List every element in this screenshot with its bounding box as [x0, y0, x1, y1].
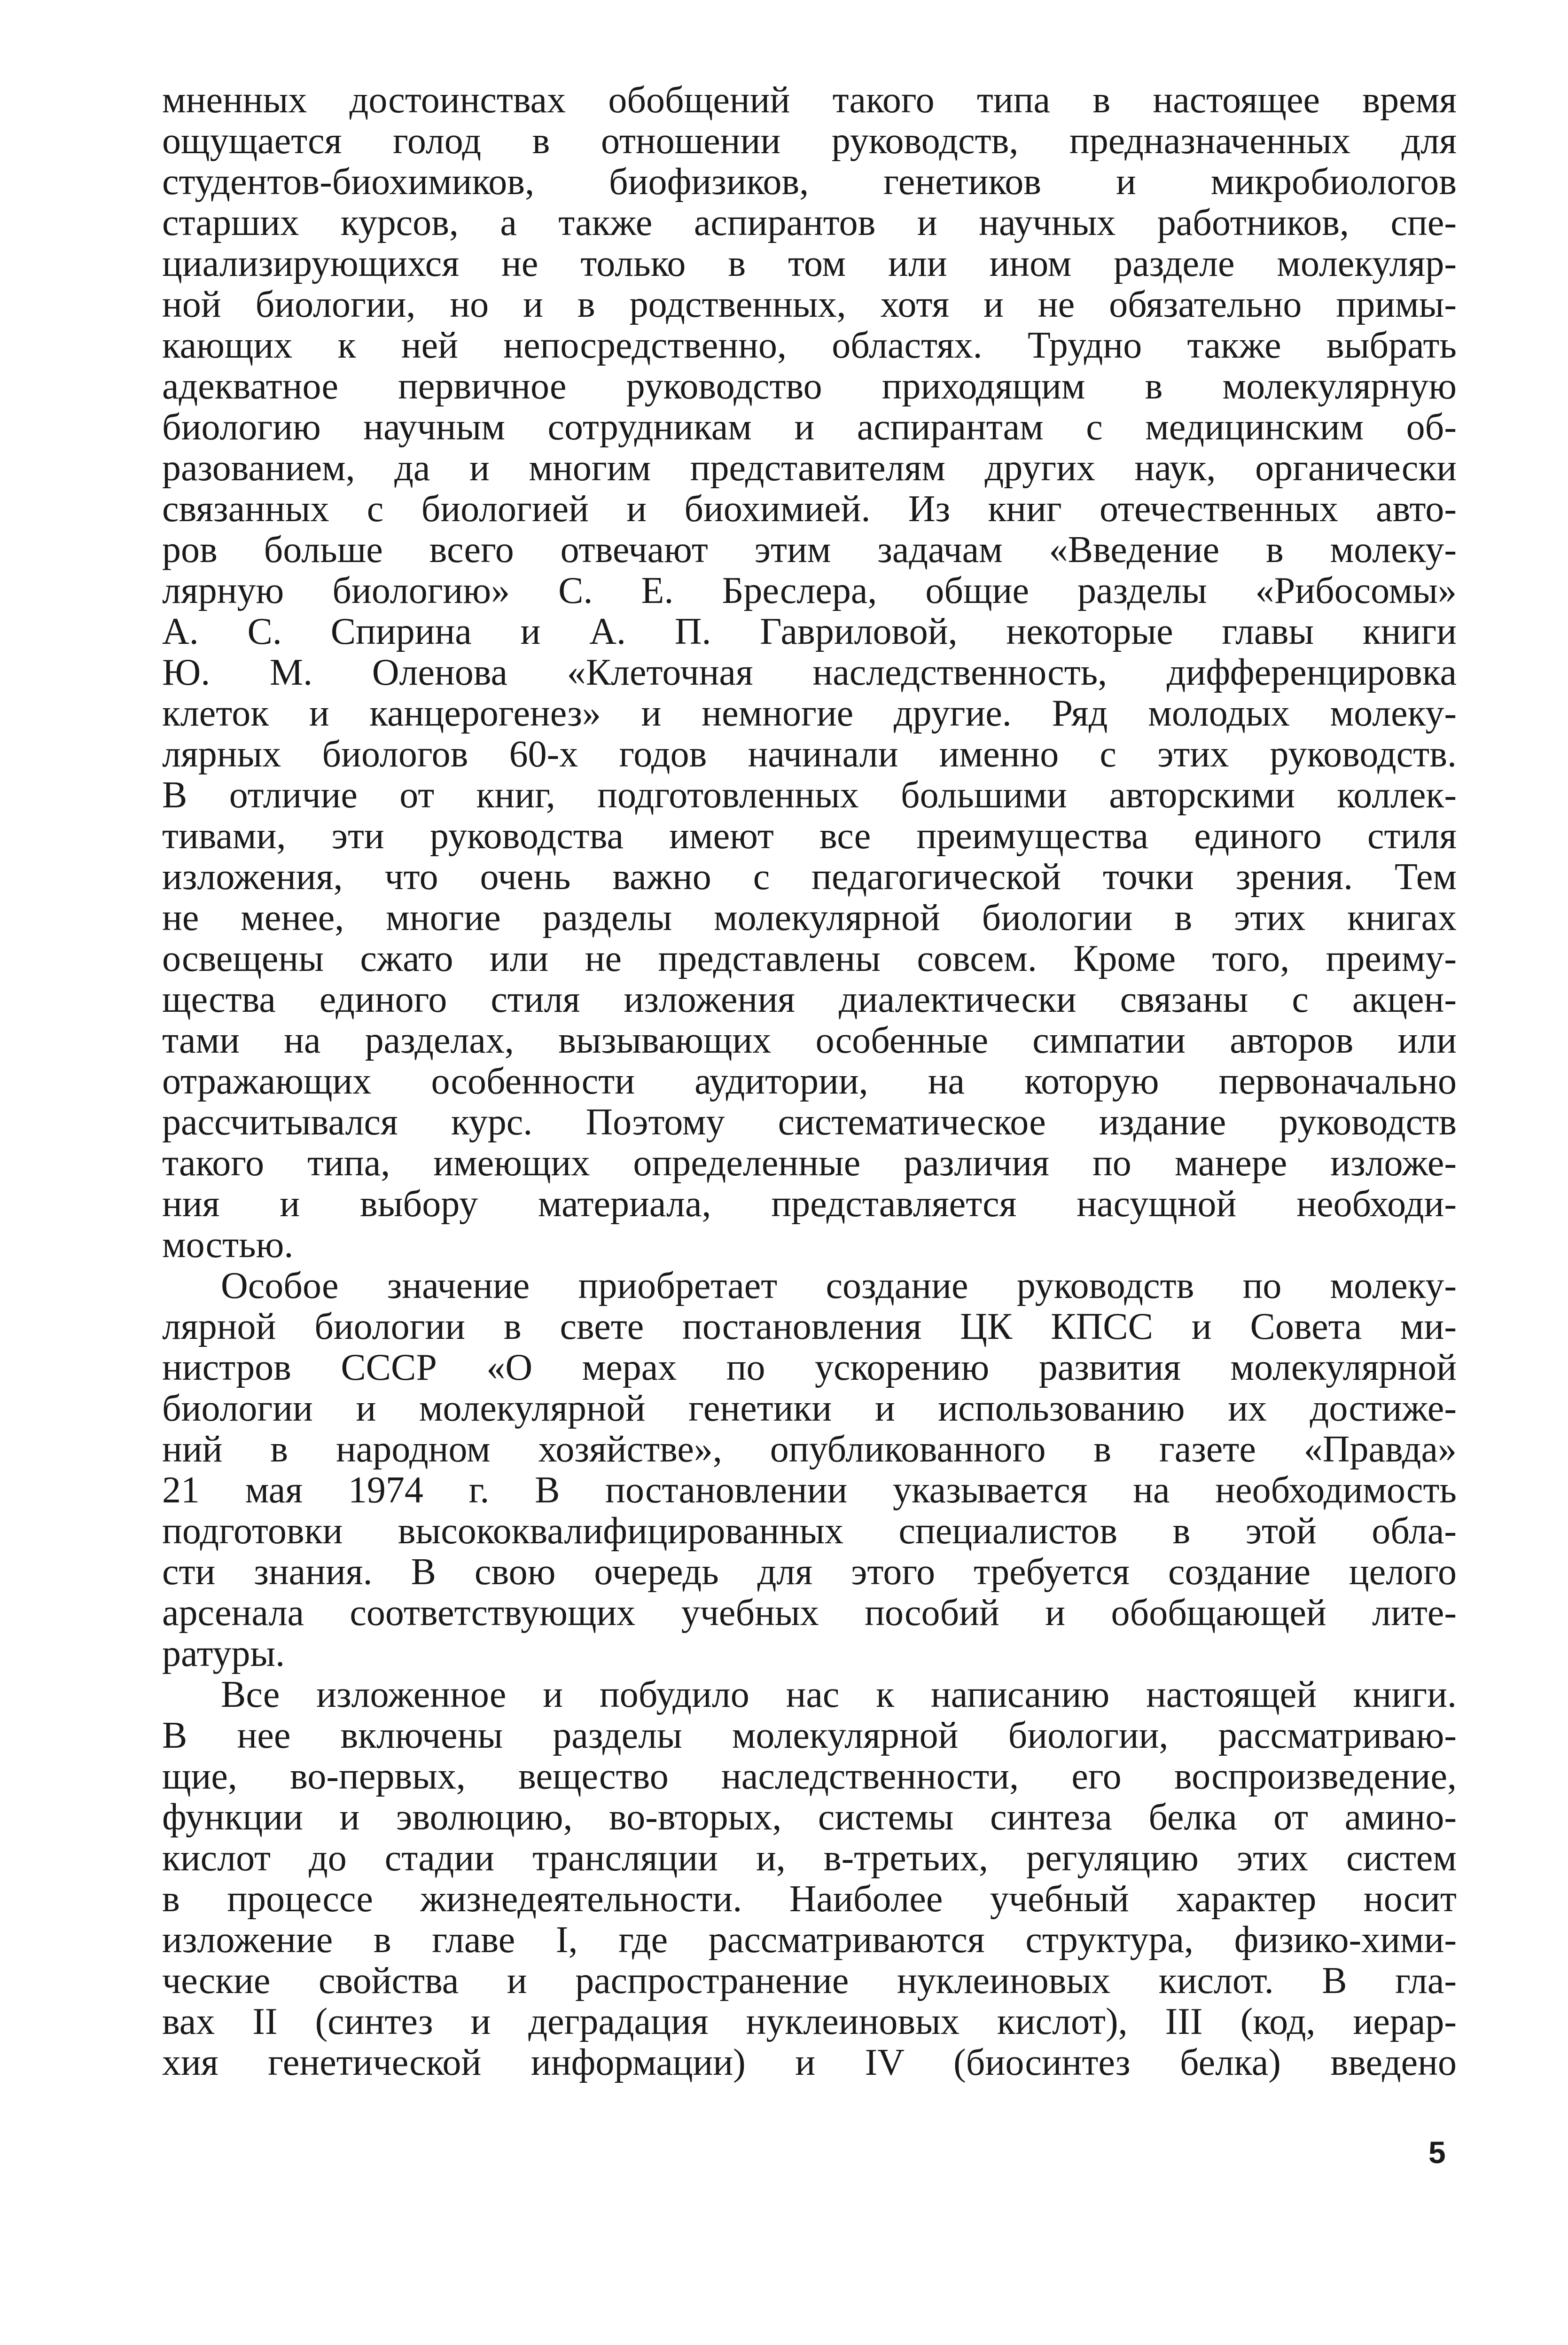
- text-line: освещены сжато или не представлены совсем. Кроме того, преиму-: [162, 938, 1457, 979]
- text-line: биологии и молекулярной генетики и использованию их достиже-: [162, 1388, 1457, 1429]
- page-number: 5: [1428, 2135, 1446, 2170]
- text-line: ратуры.: [162, 1634, 285, 1674]
- text-line: Особое значение приобретает создание руководств по молеку-: [221, 1266, 1457, 1306]
- body-text: [162, 80, 1457, 2083]
- text-line: связанных с биологией и биохимией. Из книг отечественных авто-: [162, 489, 1457, 530]
- text-line: адекватное первичное руководство приходящим в молекулярную: [162, 366, 1457, 407]
- text-line: изложения, что очень важно с педагогической точки зрения. Тем: [162, 857, 1457, 898]
- text-line: функции и эволюцию, во-вторых, системы синтеза белка от амино-: [162, 1797, 1457, 1838]
- text-line: циализирующихся не только в том или ином разделе молекуляр-: [162, 243, 1457, 284]
- text-line: разованием, да и многим представителям других наук, органически: [162, 448, 1457, 489]
- text-line: кислот до стадии трансляции и, в-третьих, регуляцию этих систем: [162, 1838, 1457, 1879]
- text-line: тами на разделах, вызывающих особенные симпатии авторов или: [162, 1020, 1457, 1061]
- text-line: ний в народном хозяйстве», опубликованного в газете «Правда»: [162, 1429, 1457, 1470]
- text-line: лярной биологии в свете постановления ЦК КПСС и Совета ми-: [162, 1306, 1457, 1347]
- text-line: кающих к ней непосредственно, областях. Трудно также выбрать: [162, 325, 1457, 366]
- text-line: отражающих особенности аудитории, на которую первоначально: [162, 1061, 1457, 1102]
- text-line: нистров СССР «О мерах по ускорению развития молекулярной: [162, 1347, 1457, 1388]
- text-line: не менее, многие разделы молекулярной биологии в этих книгах: [162, 898, 1457, 938]
- text-line: В нее включены разделы молекулярной биологии, рассматриваю-: [162, 1715, 1457, 1756]
- text-line: клеток и канцерогенез» и немногие другие. Ряд молодых молеку-: [162, 693, 1457, 734]
- text-line: подготовки высококвалифицированных специалистов в этой обла-: [162, 1511, 1457, 1552]
- text-line: изложение в главе I, где рассматриваются структура, физико-хими-: [162, 1920, 1457, 1961]
- text-line: ния и выбору материала, представляется насущной необходи-: [162, 1184, 1457, 1225]
- text-line: биологию научным сотрудникам и аспирантам с медицинским об-: [162, 407, 1457, 448]
- text-line: студентов-биохимиков, биофизиков, генетиков и микробиологов: [162, 162, 1457, 203]
- text-line: ров больше всего отвечают этим задачам «Введение в молеку-: [162, 530, 1457, 571]
- text-line: лярных биологов 60-х годов начинали именно с этих руководств.: [162, 734, 1457, 775]
- text-line: хия генетической информации) и IV (биосинтез белка) введено: [162, 2042, 1457, 2083]
- text-line: В отличие от книг, подготовленных большими авторскими коллек-: [162, 775, 1457, 816]
- text-line: Все изложенное и побудило нас к написанию настоящей книги.: [221, 1674, 1457, 1715]
- text-line: старших курсов, а также аспирантов и научных работников, спе-: [162, 203, 1457, 243]
- text-line: щие, во-первых, вещество наследственности, его воспроизведение,: [162, 1756, 1457, 1797]
- text-line: сти знания. В свою очередь для этого требуется создание целого: [162, 1552, 1457, 1593]
- text-line: тивами, эти руководства имеют все преимущества единого стиля: [162, 816, 1457, 857]
- text-line: мненных достоинствах обобщений такого типа в настоящее время: [162, 80, 1457, 121]
- text-line: лярную биологию» С. Е. Бреслера, общие разделы «Рибосомы»: [162, 571, 1457, 611]
- text-line: Ю. М. Оленова «Клеточная наследственность, дифференцировка: [162, 652, 1457, 693]
- text-line: щества единого стиля изложения диалектически связаны с акцен-: [162, 979, 1457, 1020]
- text-line: рассчитывался курс. Поэтому систематическое издание руководств: [162, 1102, 1457, 1143]
- text-line: А. С. Спирина и А. П. Гавриловой, некоторые главы книги: [162, 611, 1457, 652]
- text-line: арсенала соответствующих учебных пособий и обобщающей лите-: [162, 1593, 1457, 1634]
- text-line: в процессе жизнедеятельности. Наиболее учебный характер носит: [162, 1879, 1457, 1920]
- text-line: ощущается голод в отношении руководств, предназначенных для: [162, 121, 1457, 162]
- text-line: ной биологии, но и в родственных, хотя и не обязательно примы-: [162, 284, 1457, 325]
- text-line: мостью.: [162, 1225, 294, 1266]
- text-line: вах II (синтез и деградация нуклеиновых кислот), III (код, иерар-: [162, 2001, 1457, 2042]
- text-line: 21 мая 1974 г. В постановлении указывается на необходимость: [162, 1470, 1457, 1511]
- text-line: такого типа, имеющих определенные различия по манере изложе-: [162, 1143, 1457, 1184]
- text-line: ческие свойства и распространение нуклеиновых кислот. В гла-: [162, 1961, 1457, 2001]
